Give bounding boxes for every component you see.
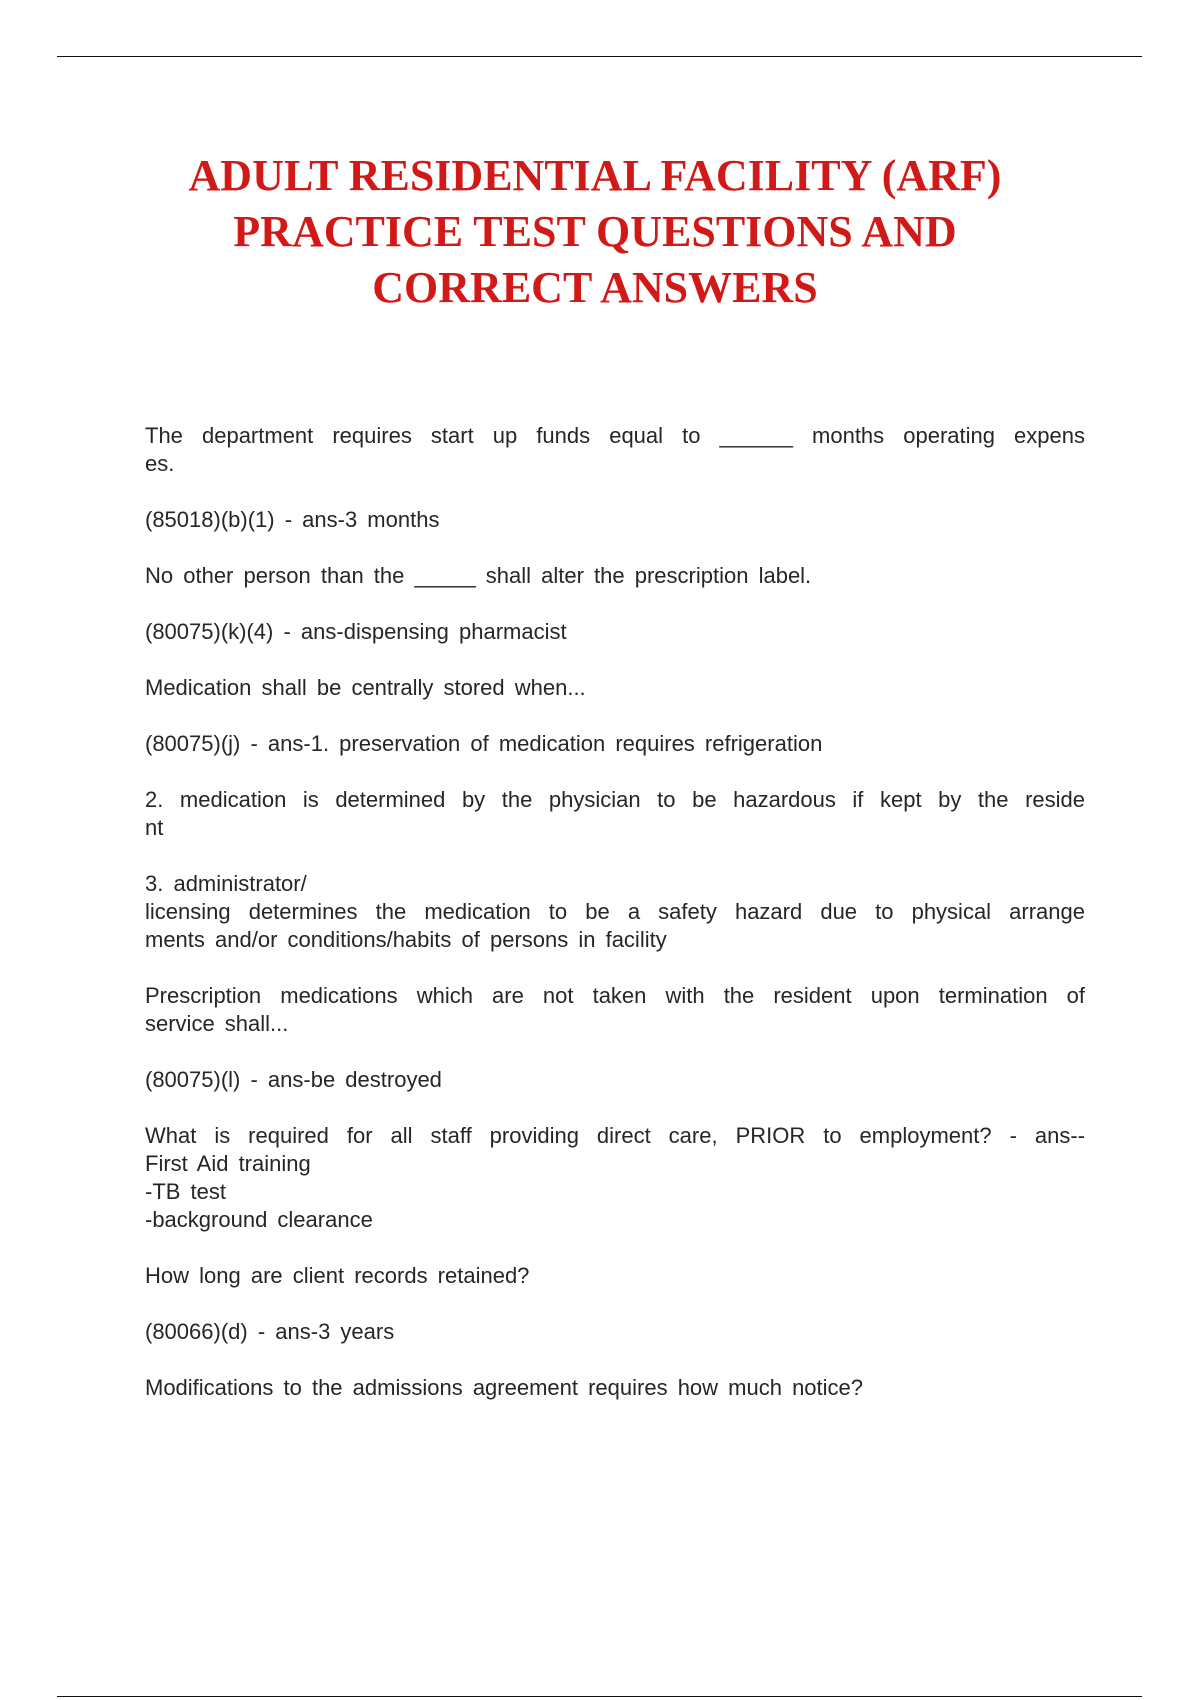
text-line: How long are client records retained? xyxy=(145,1263,530,1288)
question-records-retention xyxy=(145,1262,1085,1290)
question-prescription-label xyxy=(145,562,1085,590)
answer-termination-medications xyxy=(145,1066,1085,1094)
question-admissions-agreement xyxy=(145,1374,1085,1402)
qa-content xyxy=(145,422,1085,1402)
text-line: 2. medication is determined by the physician to be hazardous if kept by the reside xyxy=(145,787,1085,812)
text-line: (85018)(b)(1) - ans-3 months xyxy=(145,507,440,532)
title-line: ADULT RESIDENTIAL FACILITY (ARF) xyxy=(188,151,1002,200)
text-line: -TB test xyxy=(145,1179,227,1204)
answer-central-storage-3 xyxy=(145,870,1085,954)
text-line: The department requires start up funds equal to ______ months operating expens xyxy=(145,423,1085,448)
text-line: licensing determines the medication to be a safety hazard due to physical arrange xyxy=(145,899,1085,924)
question-staff-requirements xyxy=(145,1122,1085,1234)
text-line: ments and/or conditions/habits of persons in facility xyxy=(145,927,667,952)
answer-central-storage-1 xyxy=(145,730,1085,758)
title-line: CORRECT ANSWERS xyxy=(372,263,818,312)
question-termination-medications xyxy=(145,982,1085,1038)
text-line: (80075)(k)(4) - ans-dispensing pharmacist xyxy=(145,619,567,644)
text-line: -background clearance xyxy=(145,1207,373,1232)
text-line: nt xyxy=(145,815,164,840)
text-line: Prescription medications which are not taken with the resident upon termination of xyxy=(145,983,1085,1008)
document-title xyxy=(100,148,1090,316)
footer-rule xyxy=(57,1696,1142,1697)
text-line: service shall... xyxy=(145,1011,289,1036)
text-line: Medication shall be centrally stored when... xyxy=(145,675,586,700)
answer-prescription-label xyxy=(145,618,1085,646)
text-line: (80075)(j) - ans-1. preservation of medication requires refrigeration xyxy=(145,731,823,756)
text-line: No other person than the _____ shall alter the prescription label. xyxy=(145,563,812,588)
text-line: (80075)(l) - ans-be destroyed xyxy=(145,1067,442,1092)
answer-central-storage-2 xyxy=(145,786,1085,842)
answer-start-up-funds xyxy=(145,506,1085,534)
text-line: 3. administrator/ xyxy=(145,871,307,896)
header-rule xyxy=(57,56,1142,57)
text-line: es. xyxy=(145,451,175,476)
question-start-up-funds xyxy=(145,422,1085,478)
question-central-storage xyxy=(145,674,1085,702)
text-line: First Aid training xyxy=(145,1151,311,1176)
title-line: PRACTICE TEST QUESTIONS AND xyxy=(233,207,957,256)
text-line: (80066)(d) - ans-3 years xyxy=(145,1319,395,1344)
answer-records-retention xyxy=(145,1318,1085,1346)
text-line: Modifications to the admissions agreement requires how much notice? xyxy=(145,1375,864,1400)
text-line: What is required for all staff providing direct care, PRIOR to employment? - ans-- xyxy=(145,1123,1085,1148)
